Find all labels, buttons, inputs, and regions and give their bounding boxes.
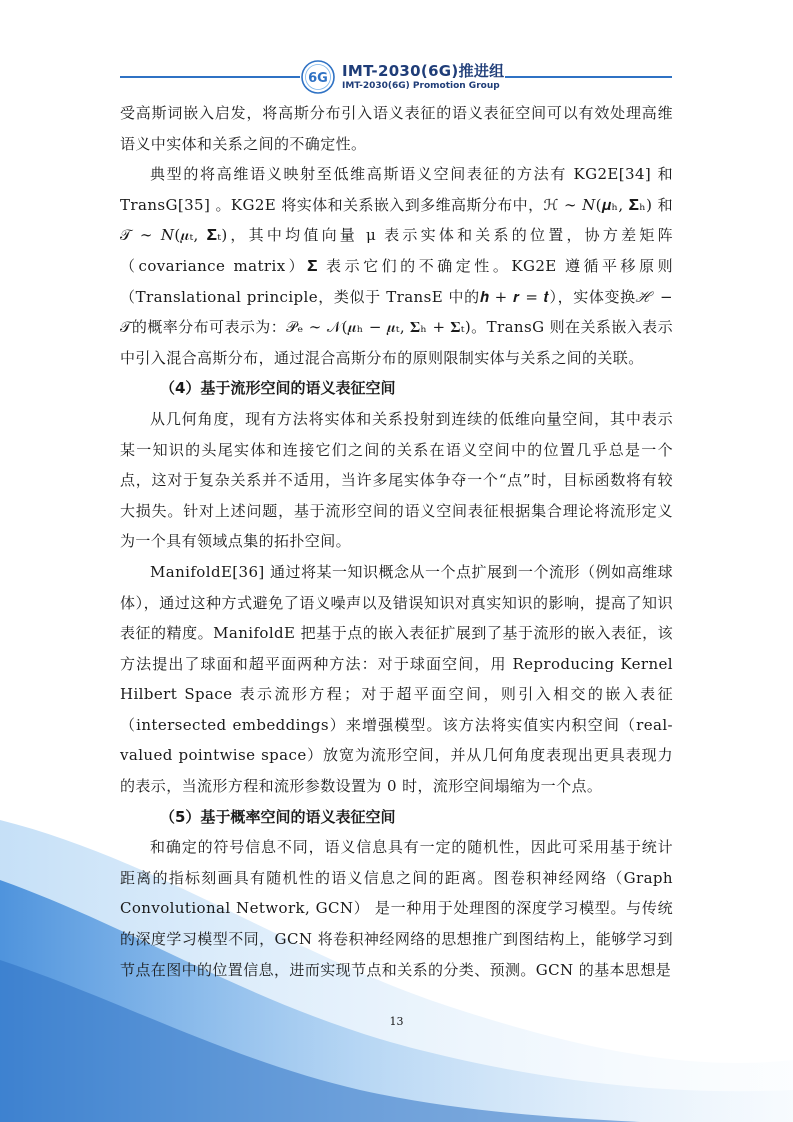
header-rule-left [120,76,300,78]
header-rule-right [505,76,672,78]
document-body [120,98,673,985]
page-number: 13 [389,1015,404,1028]
paragraph-kg2e: 典型的将高维语义映射至低维高斯语义空间表征的方法有 KG2E[34] 和 TransG[35] 。KG2E 将实体和关系嵌入到多维高斯分布中，ℋ ∼ 𝑁(𝝁ₕ, 𝚺ₕ) 和 𝒯 ∼ 𝑁(𝝁ₜ, 𝚺ₜ)，其中均值向量 μ 表示实体和关系的位置，协方差矩阵（covariance matrix）𝚺 表示它们的不确定性。KG2E 遵循平移原则（Translational principle，类似于 TransE 中的𝒉 + 𝒓 = 𝒕），实体变换ℋ − 𝒯的概率分布可表示为：𝒫ₑ ∼ 𝒩(𝝁ₕ − 𝝁ₜ, 𝚺ₕ + 𝚺ₜ)。TransG 则在关系嵌入表示中引入混合高斯分布，通过混合高斯分布的原则限制实体与关系之间的关联。 [120,165,673,367]
paragraph-continued: 受高斯词嵌入启发，将高斯分布引入语义表征的语义表征空间可以有效处理高维语义中实体和关系之间的不确定性。 [120,104,673,153]
section-heading-manifold: （4）基于流形空间的语义表征空间 [160,379,396,398]
header-title-cn: IMT-2030(6G)推进组 [342,62,505,80]
section-heading-probability: （5）基于概率空间的语义表征空间 [160,807,396,826]
logo-text: 6G [308,71,328,86]
header-brand [342,63,504,92]
paragraph-gcn: 和确定的符号信息不同，语义信息具有一定的随机性，因此可采用基于统计距离的指标刻画具有随机性的语义信息之间的距离。图卷积神经网络（Graph Convolutional Network, GCN） 是一种用于处理图的深度学习模型。与传统的深度学习模型不同，GCN 将卷积神经网络的思想推广到图结构上，能够学习到节点在图中的位置信息，进而实现节点和关系的分类、预测。GCN 的基本思想是 [120,838,673,979]
paragraph-manifold-intro: 从几何角度，现有方法将实体和关系投射到连续的低维向量空间，其中表示某一知识的头尾实体和连接它们之间的关系在语义空间中的位置几乎总是一个点，这对于复杂关系并不适用，当许多尾实体争夺一个“点”时，目标函数将有较大损失。针对上述问题，基于流形空间的语义空间表征根据集合理论将流形定义为一个具有领域点集的拓扑空间。 [120,409,673,551]
header-title-en: IMT-2030(6G) Promotion Group [342,81,500,91]
paragraph-manifolde: ManifoldE[36] 通过将某一知识概念从一个点扩展到一个流形（例如高维球体），通过这种方式避免了语义噪声以及错误知识对真实知识的影响，提高了知识表征的精度。ManifoldE 把基于点的嵌入表征扩展到了基于流形的嵌入表征，该方法提出了球面和超平面两种方法：对于球面空间，用 Reproducing Kernel Hilbert Space 表示流形方程；对于超平面空间，则引入相交的嵌入表征（intersected embeddings）来增强模型。该方法将实值实内积空间（real-valued pointwise space）放宽为流形空间，并从几何角度表现出更具表现力的表示，当流形方程和流形参数设置为 0 时，流形空间塌缩为一个点。 [120,562,673,796]
6g-logo-icon [300,59,336,95]
